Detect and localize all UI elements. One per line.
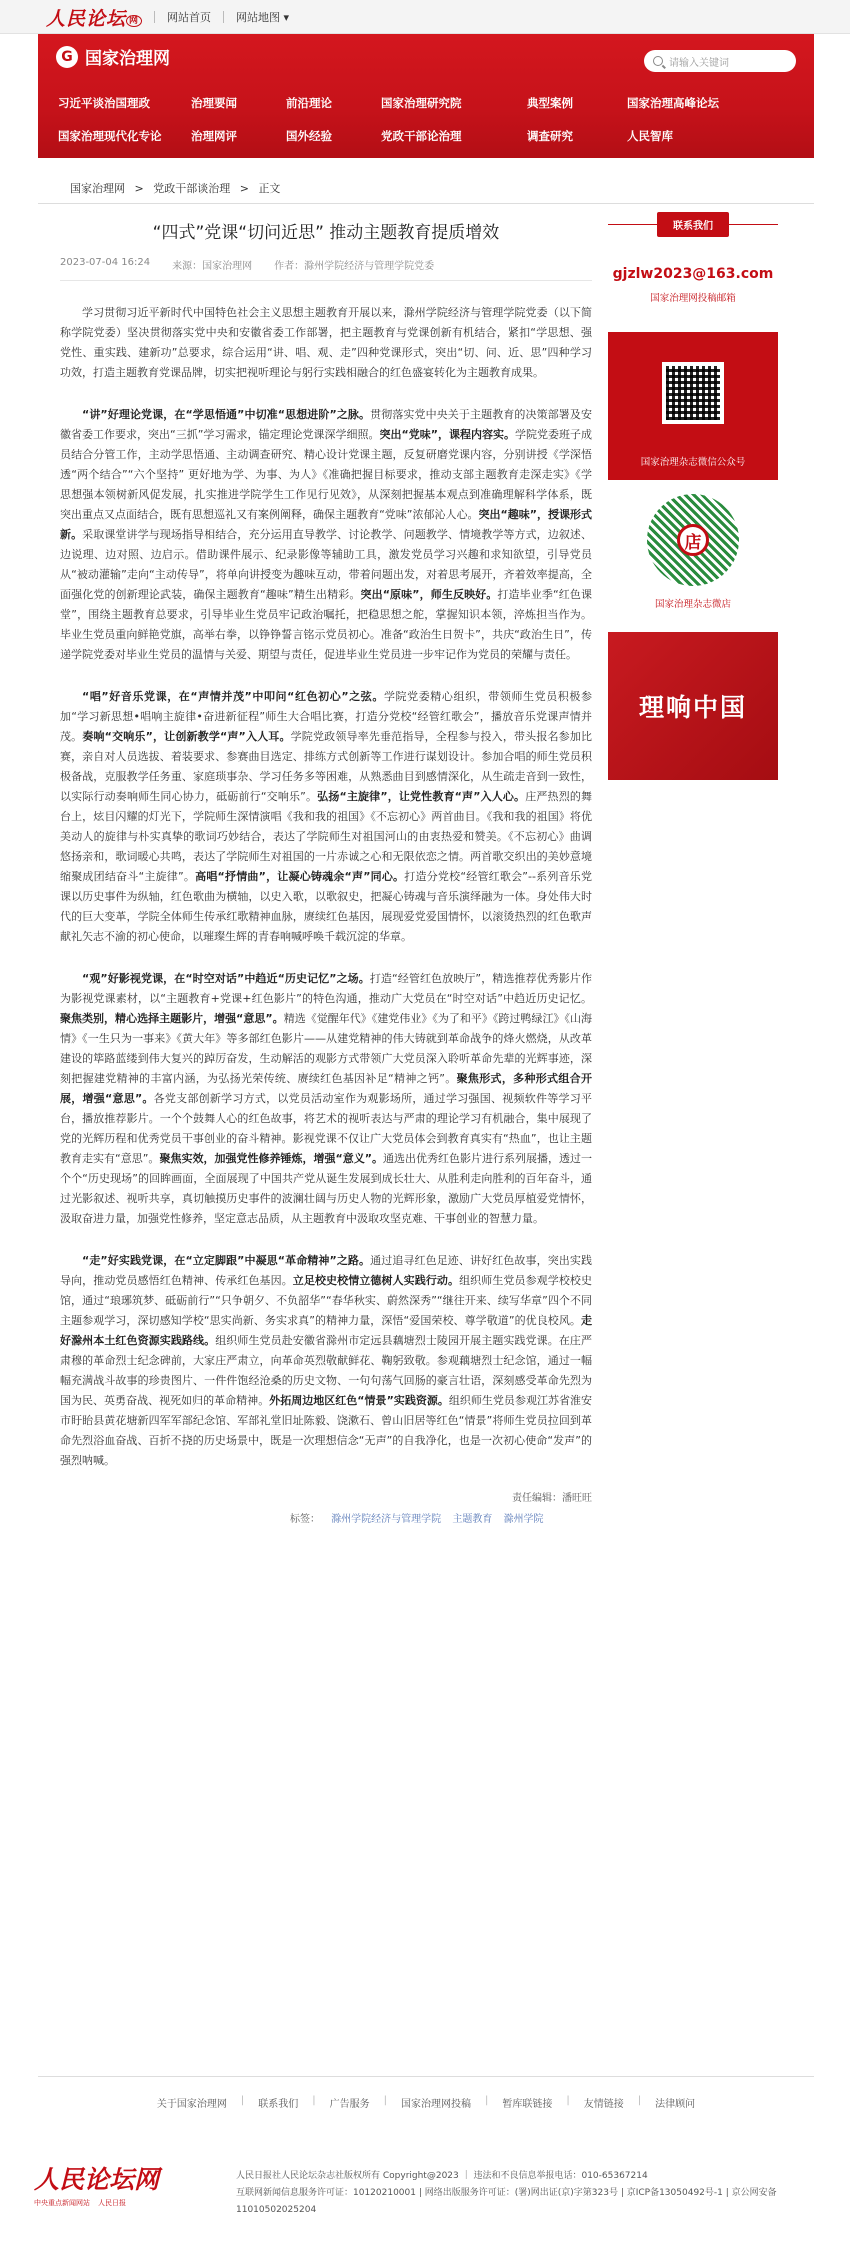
- copyright-line: 人民日报社人民论坛杂志社版权所有 Copyright@2023 ｜ 违法和不良信息举报电话：010-65367214: [236, 2171, 648, 2181]
- qr-code-icon: [662, 362, 724, 424]
- breadcrumb: [70, 180, 286, 196]
- nav-item[interactable]: 国外经验: [286, 128, 332, 143]
- footer-logo: 人民论坛网 中央重点新闻网站 人民日报: [34, 2165, 160, 2207]
- paragraph: “讲”好理论党课，在“学思悟通”中切准“思想进阶”之脉。贯彻落实党中央关于主题教育的决策部署及安徽省委工作要求，突出“三抓”学习需求，锚定理论党课深学细照。突出“党味”，课程内容实。学院党委班子成员结合分管工作，主动学思悟通、主动调查研究、精心设计党课主题，反复研磨党课内容，分别讲授《学深悟透“两个结合”“六个坚持” 更好地为学、为事、为人》《准确把握目标要求，推动支部主题教育走深走实》《学思想强本领树新风促发展，扎实推进学院学生工作见行见效》，从深刻把握基本观点到准确理解科学体系，既突出重点又点面结合，既有思想巡礼又有案例阐释，确保主题教育“党味”浓郁沁人心。突出“趣味”，授课形式新。采取课堂讲学与现场指导相结合，充分运用直导教学、讨论教学、问题教学、情境教学等方式，边叙述、边说理、边对照、边启示。借助课件展示、纪录影像等辅助工具，激发党员学习兴趣和求知欲望，引导党员从“被动灌输”走向“主动传导”，将单向讲授变为趣味互动，带着问题出发，对着思考展开，齐着效率提高，全面强化党的创新理论武装，确保主题教育“趣味”精生出精彩。突出“原味”，师生反映好。打造毕业季“红色课堂”，围绕主题教育总要求，引导毕业生党员牢记政治嘱托，把稳思想之舵，掌握知识本领，淬炼担当作为。毕业生党员重向鲜艳党旗，高举右拳，以铮铮誓言铭示党员初心。准备“政治生日贺卡”，共庆“政治生日”，传递学院党委对毕业生党员的温情与关爱、期望与责任，促进毕业生党员进一步牢记作为党员的荣耀与责任。: [60, 408, 592, 661]
- article-title: “四式”党课“切问近思” 推动主题教育提质增效: [152, 223, 500, 243]
- divider: [60, 280, 592, 281]
- breadcrumb-current: 正文: [258, 182, 281, 195]
- top-bar: [0, 0, 850, 34]
- nav-item[interactable]: 国家治理现代化专论: [58, 128, 162, 143]
- sidebar: [608, 212, 778, 780]
- responsible-editor: 责任编辑：潘旺旺: [512, 1493, 592, 1504]
- footer-info: [236, 2168, 850, 2219]
- breadcrumb-category[interactable]: 党政干部谈治理: [153, 182, 231, 195]
- nav-item[interactable]: 国家治理研究院: [381, 95, 462, 110]
- paragraph: “观”好影视党课，在“时空对话”中趋近“历史记忆”之场。打造“经管红色放映厅”，精选推荐优秀影片作为影视党课素材，以“主题教育+党课+红色影片”的特色沟通，推动广大党员在“时空对话”中趋近历史记忆。聚焦类别，精心选择主题影片，增强“意思”。精选《觉醒年代》《建党伟业》《为了和平》《跨过鸭绿江》《山海情》《一生只为一事来》《黄大年》等多部红色影片——从建党精神的伟大铸就到革命战争的烽火燃烧，从改革建设的筚路蓝缕到伟大复兴的踔厉奋发，生动解活的观影方式带领广大党员深入聆听革命先辈的光辉事迹，深刻把握建党精神的丰富内涵，为弘扬光荣传统、赓续红色基因补足“精神之钙”。聚焦形式，多种形式组合开展，增强“意思”。各党支部创新学习方式，以党员活动室作为观影场所，通过学习强国、视频软件等学习平台，播放推荐影片。一个个鼓舞人心的红色故事，将艺术的视听表达与严肃的理论学习有机融合，集中展现了党的光辉历程和优秀党员干事创业的奋斗精神。影视党课不仅让广大党员体会到教育真实有“热血”，也让主题教育走实有“意思”。聚焦实效，加强党性修养锤炼，增强“意义”。通选出优秀红色影片进行系列展播，透过一个个“历史现场”的回眸画面，全面展现了中国共产党从诞生发展到成长壮大、从胜利走向胜利的百年奋斗，通过光影叙述、视听共享，真切触摸历史事件的波澜壮阔与历史人物的光辉形象，激励广大党员厚植爱党情怀，汲取奋进力量，加强党性修养，坚定意志品质，从主题教育中汲取攻坚克难、干事创业的智慧力量。: [60, 972, 592, 1225]
- footer-link[interactable]: 关于国家治理网: [156, 2099, 227, 2110]
- breadcrumb-home[interactable]: 国家治理网: [70, 182, 125, 195]
- li-xiang-zhongguo-banner[interactable]: 理响中国: [608, 632, 778, 780]
- email-caption: 国家治理网投稿邮箱: [650, 293, 736, 304]
- nav-item[interactable]: 党政干部论治理: [381, 128, 462, 143]
- nav-item[interactable]: 典型案例: [527, 95, 573, 110]
- article-source: 来源：国家治理网: [172, 261, 253, 272]
- footer-links: 关于国家治理网 | 联系我们 | 广告服务 | 国家治理网投稿 | 暂库联链接 | 友情链接 | 法律顾问: [156, 2095, 696, 2110]
- nav-item[interactable]: 前沿理论: [286, 95, 332, 110]
- article-author: 作者：滁州学院经济与管理学院党委: [274, 261, 435, 272]
- breadcrumb-separator: >: [134, 182, 144, 195]
- publish-date: 2023-07-04 16:24: [60, 257, 151, 268]
- wechat-qr-card: [608, 332, 778, 480]
- chevron-down-icon: ▾: [283, 11, 290, 24]
- qr-caption: 国家治理杂志微店: [654, 599, 731, 610]
- footer-link[interactable]: 法律顾问: [655, 2099, 696, 2110]
- contact-heading: 联系我们: [608, 212, 778, 236]
- paragraph: “走”好实践党课，在“立定脚跟”中凝思“革命精神”之路。通过追寻红色足迹、讲好红色故事，突出实践导向，推动党员感悟红色精神、传承红色基因。立足校史校情立德树人实践行动。组织师生党员参观学校校史馆，通过“琅琊筑梦、砥砺前行”“只争朝夕、不负韶华”“春华秋实、蔚然深秀”“继往开来、续写华章”四个不同主题参观学习，深切感知学校“思实尚新、务实求真”的精神力量，深悟“爱国荣校、尊学敬道”的优良校风。走好滁州本土红色资源实践路线。组织师生党员赴安徽省滁州市定远县藕塘烈士陵园开展主题实践党课。在庄严肃穆的革命烈士纪念碑前，大家庄严肃立，向革命英烈敬献鲜花、鞠躬致敬。参观藕塘烈士纪念馆，通过一幅幅充满战斗故事的珍贵图片、一件件饱经沧桑的历史文物、一句句荡气回肠的豪言壮语，深刻感受革命先烈为国为民、英勇奋战、视死如归的革命精神。外拓周边地区红色“情景”实践资源。组织师生党员参观江苏省淮安市盱眙县黄花塘新四军军部纪念馆、军部礼堂旧址陈毅、饶漱石、曾山旧居等红色“情景”将师生党员拉回到革命先烈浴血奋战、百折不挠的历史场景中，既是一次理想信念“无声”的自我净化，也是一次初心使命“发声”的强烈呐喊。: [60, 1254, 593, 1467]
- footer-link[interactable]: 友情链接: [583, 2099, 624, 2110]
- license-line: 互联网新闻信息服务许可证：10120210001 | 网络出版服务许可证：(署)网出证(京)字第323号 | 京ICP备13050492号-1 | 京公网安备11010502025204: [236, 2188, 777, 2215]
- weidian-qr: [608, 494, 778, 610]
- footer-link[interactable]: 暂库联链接: [502, 2099, 553, 2110]
- breadcrumb-separator: >: [239, 182, 249, 195]
- nav-item[interactable]: 国家治理高峰论坛: [627, 95, 719, 110]
- home-link[interactable]: 网站首页: [167, 11, 212, 24]
- qr-caption: 国家治理杂志微信公众号: [640, 457, 746, 468]
- footer-link[interactable]: 国家治理网投稿: [401, 2099, 471, 2110]
- people-forum-logo[interactable]: 人民论坛 网: [46, 4, 142, 31]
- paragraph: “唱”好音乐党课，在“声情并茂”中叩问“红色初心”之弦。学院党委精心组织，带领师生党员积极参加“学习新思想•唱响主旋律•奋进新征程”师生大合唱比赛，打造分党校“经管红歌会”，播放音乐党课声情并茂。奏响“交响乐”，让创新教学“声”入人耳。学院党政领导率先垂范指导，全程参与投入，带头报名参加比赛，亲自对人员选拔、着装要求、参赛曲目选定、排练方式创新等工作进行谋划设计。参加合唱的师生党员积极备战，克服教学任务重、家庭琐事杂、学习任务多等困难，从熟悉曲目到感情深化，从生疏走音到一致性，以实际行动奏响师生同心协力，砥砺前行“交响乐”。弘扬“主旋律”，让党性教育“声”入人心。庄严热烈的舞台上，炫目闪耀的灯光下，学院师生深情演唱《我和我的祖国》《不忘初心》两首曲目。《我和我的祖国》将优美动人的旋律与朴实真挚的歌词巧妙结合，表达了学院师生对祖国河山的由衷热爱和赞美。《不忘初心》曲调悠扬亲和，歌词暖心共鸣，表达了学院师生对祖国的一片赤诚之心和无限依恋之情。两首歌交织出的美妙意境缩聚成团结奋斗“主旋律”。高唱“抒情曲”，让凝心铸魂余“声”同心。打造分党校“经管红歌会”--系列音乐党课以历史事件为纵轴，红色歌曲为横轴，以史入歌，以歌叙史，把凝心铸魂与音乐演绎融为一体。身处伟大时代的巨大变革，学院全体师生传承红歌精神血脉，赓续红色基因，展现爱党爱国情怀，以滚烫热烈的红色歌声献礼矢志不渝的初心使命，以璀璨生辉的青春响喊呼唤千载沉淀的华章。: [60, 690, 593, 943]
- sitemap-link[interactable]: 网站地图 ▾: [236, 11, 290, 24]
- nav-item[interactable]: 人民智库: [627, 128, 673, 143]
- article: [60, 204, 592, 1525]
- article-meta: [60, 257, 592, 272]
- nav-item[interactable]: 治理网评: [191, 128, 237, 143]
- tag-link[interactable]: 主题教育: [452, 1514, 493, 1525]
- nav-item[interactable]: 调查研究: [527, 128, 573, 143]
- submission-email[interactable]: gjzlw2023@163.com: [612, 266, 774, 282]
- mini-program-code-icon: 店: [647, 494, 739, 586]
- paragraph: 学习贯彻习近平新时代中国特色社会主义思想主题教育开展以来，滁州学院经济与管理学院党委（以下简称学院党委）坚决贯彻落实党中央和安徽省委工作部署，把主题教育与党课创新有机结合，紧扣“学思想、强党性、重实践、建新功”总要求，综合运用“讲、唱、观、走”四种党课形式，突出“切、问、近、思”四种学习功效，打造主题教育党课品牌，切实把视听理论与躬行实践相融合的红色盛宴转化为主题教育成果。: [60, 306, 592, 379]
- footer-link[interactable]: 联系我们: [258, 2099, 299, 2110]
- nav-item[interactable]: 治理要闻: [191, 95, 237, 110]
- footer-link[interactable]: 广告服务: [329, 2099, 370, 2110]
- site-header: [38, 34, 814, 158]
- divider: [38, 2076, 814, 2077]
- site-brand[interactable]: G 国家治理网: [56, 44, 170, 69]
- article-tags: 标签： 滁州学院经济与管理学院 主题教育 滁州学院: [290, 1514, 544, 1525]
- tag-link[interactable]: 滁州学院: [503, 1514, 544, 1525]
- tag-link[interactable]: 滁州学院经济与管理学院: [331, 1514, 442, 1525]
- nav-item[interactable]: 习近平谈治国理政: [58, 95, 150, 110]
- search-input[interactable]: 请输入关键词: [644, 50, 796, 72]
- search-icon[interactable]: [653, 56, 663, 66]
- main-nav: [38, 86, 814, 152]
- brand-icon: G: [56, 46, 78, 68]
